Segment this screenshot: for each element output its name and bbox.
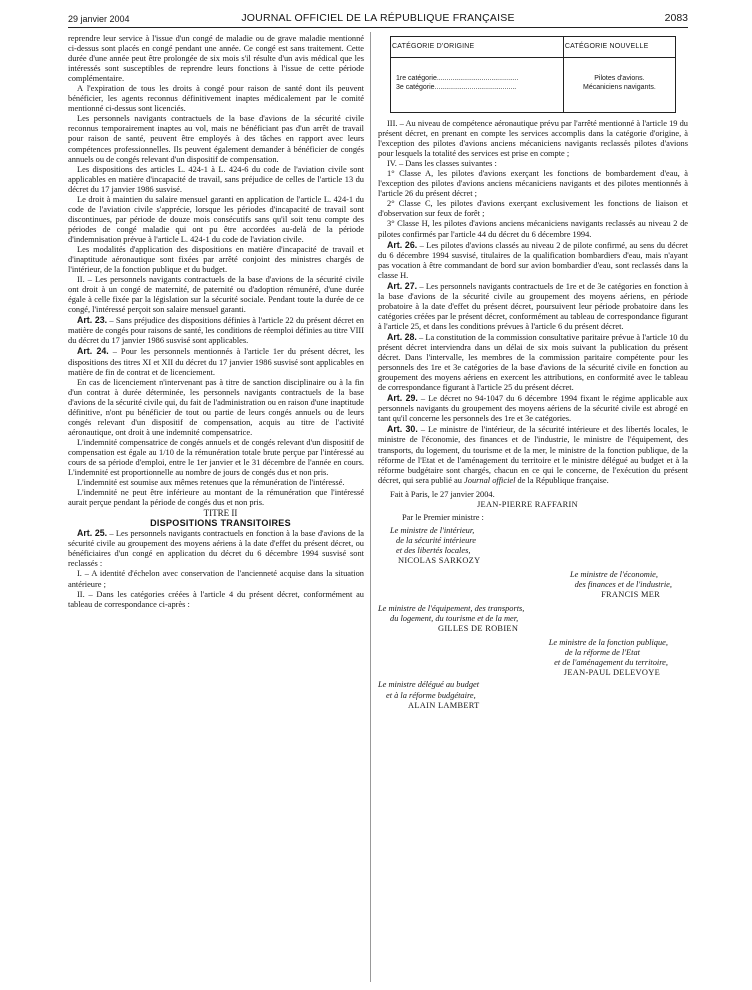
paragraph: II. – Dans les catégories créées à l'article 4 du présent décret, conformément au tableau de correspondance ci-après : [68, 589, 364, 609]
article-23: Art. 23. – Sans préjudice des dispositions définies à l'article 22 du présent décret en matière de congés pour raisons de santé, les conditions de réemploi définies au titre VIII du décret du 17 janvier 1986 susvisé sont applicables. [68, 315, 364, 346]
paragraph: IV. – Dans les classes suivantes : [387, 159, 497, 169]
article-label: Art. 25. [77, 528, 108, 539]
table-header-new: CATÉGORIE NOUVELLE [563, 37, 675, 58]
signature-date: Fait à Paris, le 27 janvier 2004. [390, 489, 495, 499]
paragraph: L'indemnité ne peut être inférieure au montant de la rémunération que l'intéressé aurait perçue pendant la période de congés dus et non pris. [68, 488, 364, 508]
right-column [378, 34, 688, 711]
paragraph: En cas de licenciement n'intervenant pas à titre de sanction disciplinaire ou à la fin d'un contrat à durée déterminée, les personnels navigants contractuels de la base d'avions de la sécurité civile qui, du fait de l'administration ou en raison d'une inaptitude définitive, n'ont pu bénéficier de tout ou partie de leurs congés annuels ou de leurs congés relevant d'un dispositif de compensation, acquis au titre de l'activité aéronautique, ont droit à une indemnité compensatrice. [68, 377, 364, 437]
paragraph: II. – Les personnels navigants contractuels de la base d'avions de la sécurité civile ont droit à un congé de maternité, de paternité ou d'adoption rémunéré, d'une durée égale à celle fixée par la législation sur la sécurité sociale. Pendant toute la durée de ce congé, l'intéressé perçoit son salaire mensuel garanti. [68, 275, 364, 315]
header-rule [68, 27, 688, 28]
paragraph: reprendre leur service à l'issue d'un congé de maladie ou de grave maladie mentionné ci-dessus sont placés en congé pendant une année. Ce congé est sans traitement. Cette durée d'une année peut être prolongée de six mois s'il résulte d'un avis médical que les intéressés sont susceptibles de reprendre leurs fonctions à l'issue de cette période complémentaire. [68, 34, 364, 84]
left-column [68, 34, 364, 610]
table-cell-origin: 1re catégorie.......................................... 3e catégorie.......................................... [391, 58, 564, 113]
page-number: 2083 [664, 12, 688, 24]
article-25: Art. 25. – Les personnels navigants contractuels en fonction à la base d'avions de la sécurité civile au groupement des moyens aériens à la date d'effet du présent décret, ou bénéficiaires d'un congé en application du décret du 6 décembre 1994 susvisé sont reclassés : [68, 528, 364, 569]
signature-budget: Le ministre délégué au budget et à la réforme budgétaire, ALAIN LAMBERT [378, 680, 480, 710]
paragraph: I. – A identité d'échelon avec conservation de l'ancienneté acquise dans la situation antérieure ; [68, 569, 364, 589]
paragraph: Les modalités d'application des dispositions en matière d'incapacité de travail et d'inaptitude aéronautique sont fixées par arrêté conjoint des ministres chargés de l'intérieur, de la fonction publique et du budget. [68, 244, 364, 275]
article-27: Art. 27. – Les personnels navigants contractuels de 1re et de 3e catégories en fonction à la base d'avions de la sécurité civile au groupement des moyens aériens, en période probatoire à la date d'effet du présent décret, poursuivent leur période probatoire dans les catégories créées par le présent décret, conformément au tableau de correspondance figurant à l'article 25, et dans les conditions prévues à l'article 6 du présent décret. [378, 280, 688, 331]
title-heading: TITRE II [203, 508, 238, 519]
issue-date: 29 janvier 2004 [68, 14, 130, 24]
signatory-prime-minister: JEAN-PIERRE RAFFARIN [476, 499, 578, 509]
article-label: Art. 27. [387, 280, 418, 291]
article-29: Art. 29. – Le décret no 94-1047 du 6 décembre 1994 fixant le régime applicable aux personnels navigants du groupement des moyens aériens de la sécurité civile est abrogé en tant qu'il concerne les personnels des 1re et 3e catégories. [378, 393, 688, 424]
article-label: Art. 29. [387, 393, 418, 404]
article-label: Art. 26. [387, 239, 418, 250]
article-label: Art. 30. [387, 424, 418, 435]
title-subheading: DISPOSITIONS TRANSITOIRES [150, 518, 291, 529]
signature-economy: Le ministre de l'économie, des finances et de l'industrie, FRANCIS MER [569, 570, 672, 600]
signature-interior: Le ministre de l'intérieur, de la sécurité intérieure et des libertés locales, NICOLAS SARKOZY [390, 525, 481, 565]
paragraph: Les dispositions des articles L. 424-1 à L. 424-6 du code de l'aviation civile sont applicables en matière d'incapacité de travail, sans préjudice de celles de l'article 13 du décret du 17 janvier 1986 susvisé. [68, 164, 364, 194]
paragraph: Le droit à maintien du salaire mensuel garanti en application de l'article L. 424-1 du code de l'aviation civile s'apprécie, lorsque les périodes d'incapacité de travail sont discontinues, par période de douze mois consécutifs sans qu'il soit tenu compte des périodes de congé maladie qui ont pu être accordées au-delà de la période d'indemnisation prévue à l'article L. 424-1 du code de l'aviation civile. [68, 194, 364, 244]
paragraph: Les personnels navigants contractuels de la base d'avions de la sécurité civile reconnus temporairement inaptes au vol, mais ne bénéficiant pas d'un arrêt de travail pour raison de santé, peuvent être employés à des tâches en rapport avec leurs compétences professionnelles. Ils peuvent également demander à bénéficier de congés annuels ou de congés relevant d'un dispositif de compensation. [68, 114, 364, 164]
paragraph: A l'expiration de tous les droits à congé pour raison de santé dont ils peuvent bénéficier, les agents reconnus définitivement inaptes médicalement par le comité mentionné ci-dessus sont licenciés. [68, 84, 364, 114]
column-separator [370, 32, 371, 982]
article-28: Art. 28. – La constitution de la commission consultative paritaire prévue à l'article 10 du présent décret interviendra dans un délai de six mois suivant la publication du présent décret. Dans l'intervalle, les membres de la commission paritaire compétente pour les personnels des 1re et 3e catégories de la base d'avions de la sécurité civile en fonction au groupement des moyens aériens en exercent les attributions, en conformité avec le tableau de correspondance figurant à l'article 25 du présent décret. [378, 331, 689, 393]
signature-equipment: Le ministre de l'équipement, des transports, du logement, du tourisme et de la mer, GILLES DE ROBIEN [378, 604, 525, 634]
article-label: Art. 24. [77, 346, 109, 357]
article-label: Art. 23. [77, 315, 108, 326]
article-label: Art. 28. [387, 331, 417, 342]
paragraph: L'indemnité compensatrice de congés annuels et de congés relevant d'un dispositif de compensation est égale au 1/10 de la rémunération totale brute perçue par l'intéressé au cours de sa période d'emploi, entre le 1er janvier et le 31 décembre de l'année en cours. L'indemnité est proportionnelle au nombre de jours de congés dus et non pris. [68, 437, 364, 478]
paragraph: L'indemnité est soumise aux mêmes retenues que la rémunération de l'intéressé. [77, 478, 345, 488]
paragraph: 2° Classe C, les pilotes d'avions exerçant exclusivement les fonctions de liaison et d'observation sur feux de forêt ; [378, 199, 688, 219]
article-24: Art. 24. – Pour les personnels mentionnés à l'article 1er du présent décret, les dispositions des titres XI et XII du décret du 17 janvier 1986 susvisé sont applicables en matière de fin de contrat et de licenciement. [68, 346, 364, 377]
by-prime-minister: Par le Premier ministre : [402, 512, 484, 522]
signature-public-service: Le ministre de la fonction publique, de la réforme de l'Etat et de l'aménagement du territoire, JEAN-PAUL DELEVOYE [548, 638, 668, 678]
table-header-origin: CATÉGORIE D'ORIGINE [391, 37, 564, 58]
page-header [68, 10, 688, 26]
article-30: Art. 30. – Le ministre de l'intérieur, de la sécurité intérieure et des libertés locales, le ministre de l'économie, des finances et de l'industrie, le ministre de l'équipement, des transports, du logement, du tourisme et de la mer, le ministre de la fonction publique, de la réforme de l'Etat et de l'aménagement du territoire et le ministre délégué au budget et à la réforme budgétaire sont chargés, chacun en ce qui le concerne, de l'exécution du présent décret, qui sera publié au Journal officiel de la République française. [378, 424, 688, 485]
paragraph: 1° Classe A, les pilotes d'avions exerçant les fonctions de bombardement d'eau, à l'exception des pilotes d'avions anciens mécaniciens navigants et des pilotes mentionnés à l'article 26 du présent décret ; [378, 169, 688, 199]
journal-title: JOURNAL OFFICIEL DE LA RÉPUBLIQUE FRANÇAISE [241, 12, 515, 24]
paragraph: III. – Au niveau de compétence aéronautique prévu par l'arrêté mentionné à l'article 19 du présent décret, en prenant en compte les services accomplis dans la catégorie d'origine, à l'exception des pilotes d'avions anciens mécaniciens navigants reclassés pilotes d'avions pour lesquels la totalité des services est prise en compte ; [378, 119, 688, 159]
article-26: Art. 26. – Les pilotes d'avions classés au niveau 2 de pilote confirmé, au sens du décret du 6 décembre 1994 susvisé, titulaires de la qualification bombardiers d'eau, mais n'ayant pas vocation à être commandant de bord sur avion bombardier d'eau, sont reclassés dans la classe H. [378, 239, 688, 280]
table-cell-new: Pilotes d'avions. Mécaniciens navigants. [563, 58, 675, 113]
correspondence-table [390, 36, 676, 113]
paragraph: 3° Classe H, les pilotes d'avions anciens mécaniciens navigants reclassés au niveau 2 de pilotes confirmés par l'article 44 du décret du 6 décembre 1994. [378, 219, 688, 239]
